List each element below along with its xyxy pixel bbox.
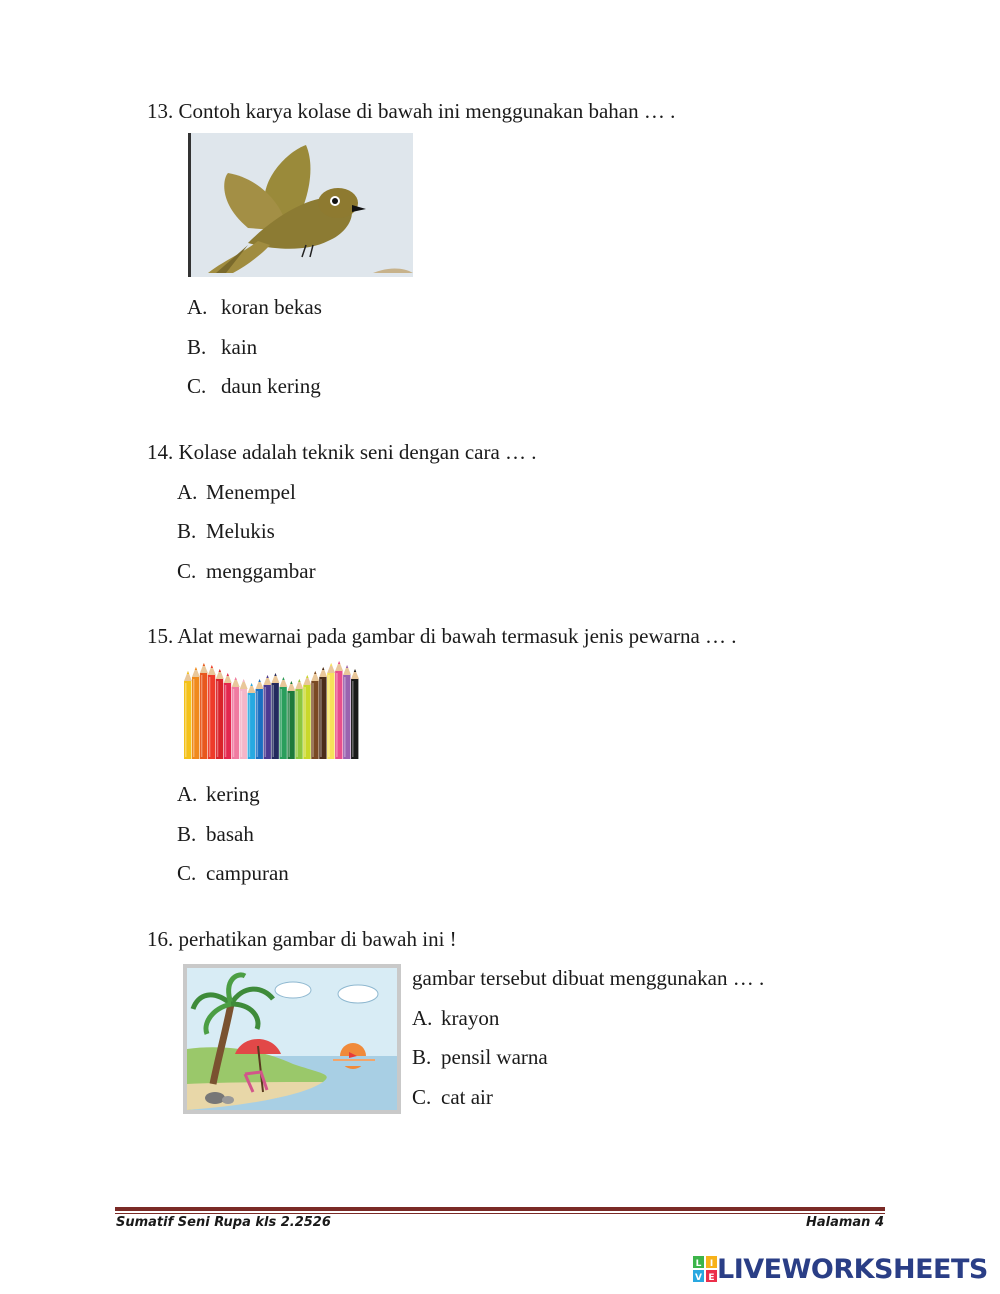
footer-divider-thick bbox=[115, 1207, 885, 1211]
svg-text:V: V bbox=[695, 1273, 702, 1282]
pencil-lead bbox=[219, 669, 221, 672]
pencil-lead bbox=[235, 677, 237, 680]
pencil-shine bbox=[241, 691, 243, 757]
pencil-shine bbox=[209, 677, 211, 757]
pencil-shine bbox=[257, 691, 259, 757]
q16-option-a[interactable] bbox=[412, 1005, 499, 1031]
q15-option-a-text: kering bbox=[206, 782, 260, 806]
pencil-shine bbox=[225, 685, 227, 757]
q13-option-c-letter: C. bbox=[187, 374, 207, 398]
q16-option-a-letter: A. bbox=[412, 1006, 433, 1030]
question-13-text: 13. Contoh karya kolase di bawah ini menggunakan bahan … . bbox=[147, 99, 676, 123]
q16-option-c-letter: C. bbox=[412, 1085, 432, 1109]
footer-divider-thin bbox=[115, 1213, 885, 1214]
pencil-lead bbox=[306, 675, 308, 678]
question-16-text: 16. perhatikan gambar di bawah ini ! bbox=[147, 927, 457, 951]
q13-option-b-text: kain bbox=[221, 335, 258, 359]
q15-option-b[interactable] bbox=[177, 821, 254, 847]
pencil-shine bbox=[280, 689, 282, 757]
question-14-text: 14. Kolase adalah teknik seni dengan cara … . bbox=[147, 440, 537, 464]
q14-option-a-letter: A. bbox=[177, 480, 198, 504]
pencil-lead bbox=[195, 667, 197, 670]
q13-option-c[interactable] bbox=[187, 373, 321, 399]
pencil-shine bbox=[193, 679, 195, 757]
q15-option-c[interactable] bbox=[177, 860, 289, 886]
pencil-shine bbox=[201, 675, 203, 757]
pencil-lead bbox=[354, 669, 356, 672]
q14-option-a[interactable] bbox=[177, 479, 296, 505]
svg-text:L: L bbox=[695, 1259, 702, 1269]
pencil-lead bbox=[274, 673, 276, 676]
leaf-bird-collage-image bbox=[188, 133, 413, 277]
svg-text:E: E bbox=[708, 1273, 715, 1282]
pencil-shine bbox=[312, 683, 314, 757]
pencil-shine bbox=[352, 681, 354, 757]
pencil-shine bbox=[217, 681, 219, 757]
pencil-lead bbox=[330, 663, 332, 666]
pencil-shine bbox=[265, 687, 267, 757]
pencil-shine bbox=[344, 677, 346, 757]
q14-option-c[interactable] bbox=[177, 558, 316, 584]
liveworksheets-logo-icon bbox=[693, 1256, 717, 1282]
pencil-shine bbox=[288, 693, 290, 757]
liveworksheets-logo[interactable] bbox=[693, 1252, 988, 1286]
pencil-lead bbox=[266, 675, 268, 678]
pencil-lead bbox=[227, 673, 229, 676]
colored-pencils-image bbox=[184, 657, 359, 759]
svg-text:I: I bbox=[709, 1259, 714, 1269]
pencil-lead bbox=[314, 671, 316, 674]
q16-option-c-text: cat air bbox=[441, 1085, 493, 1109]
q13-option-c-text: daun kering bbox=[221, 374, 321, 398]
beach-drawing-image bbox=[183, 964, 401, 1114]
q13-option-a-text: koran bekas bbox=[221, 295, 322, 319]
q13-option-b-letter: B. bbox=[187, 335, 207, 359]
pencil-lead bbox=[282, 677, 284, 680]
pencil-lead bbox=[346, 665, 348, 668]
q14-option-b-letter: B. bbox=[177, 519, 197, 543]
pencil-shine bbox=[249, 695, 251, 757]
q16-option-b-text: pensil warna bbox=[441, 1045, 548, 1069]
pencil-lead bbox=[242, 679, 244, 682]
pencil-shine bbox=[273, 685, 275, 757]
q14-option-c-text: menggambar bbox=[206, 559, 316, 583]
q14-option-b[interactable] bbox=[177, 518, 275, 544]
q13-option-a-letter: A. bbox=[187, 295, 208, 319]
pencil-shine bbox=[185, 683, 187, 757]
pencil-lead bbox=[298, 679, 300, 682]
pencil-lead bbox=[258, 679, 260, 682]
q15-option-c-letter: C. bbox=[177, 861, 197, 885]
q15-option-a[interactable] bbox=[177, 781, 260, 807]
q15-option-b-letter: B. bbox=[177, 822, 197, 846]
pencil-shine bbox=[296, 691, 298, 757]
q14-option-c-letter: C. bbox=[177, 559, 197, 583]
pencil-lead bbox=[250, 683, 252, 686]
pencil-lead bbox=[203, 663, 205, 666]
question-16-prompt: gambar tersebut dibuat menggunakan … . bbox=[412, 966, 765, 990]
q14-option-a-text: Menempel bbox=[206, 480, 296, 504]
footer-page-number: Halaman 4 bbox=[805, 1215, 884, 1230]
pencil-shine bbox=[336, 673, 338, 757]
pencil-lead bbox=[187, 671, 189, 674]
pencil-lead bbox=[322, 667, 324, 670]
q15-option-c-text: campuran bbox=[206, 861, 289, 885]
q16-option-b[interactable] bbox=[412, 1044, 548, 1070]
q15-option-b-text: basah bbox=[206, 822, 254, 846]
q15-option-a-letter: A. bbox=[177, 782, 198, 806]
pencil-shine bbox=[304, 687, 306, 757]
q13-option-a[interactable] bbox=[187, 294, 322, 320]
pencil-lead bbox=[338, 661, 340, 664]
q14-option-b-text: Melukis bbox=[206, 519, 275, 543]
question-15-text: 15. Alat mewarnai pada gambar di bawah termasuk jenis pewarna … . bbox=[147, 624, 737, 648]
pencil-shine bbox=[328, 675, 330, 757]
pencil-shine bbox=[233, 689, 235, 757]
pencil-lead bbox=[290, 681, 292, 684]
q16-option-a-text: krayon bbox=[441, 1006, 500, 1030]
pencil-lead bbox=[211, 665, 213, 668]
liveworksheets-brand-text: LIVEWORKSHEETS bbox=[717, 1253, 988, 1285]
q16-option-c[interactable] bbox=[412, 1084, 493, 1110]
q16-option-b-letter: B. bbox=[412, 1045, 432, 1069]
q13-option-b[interactable] bbox=[187, 334, 257, 360]
pencil-shine bbox=[320, 679, 322, 757]
footer-left-text: Sumatif Seni Rupa kls 2.2526 bbox=[116, 1215, 331, 1230]
